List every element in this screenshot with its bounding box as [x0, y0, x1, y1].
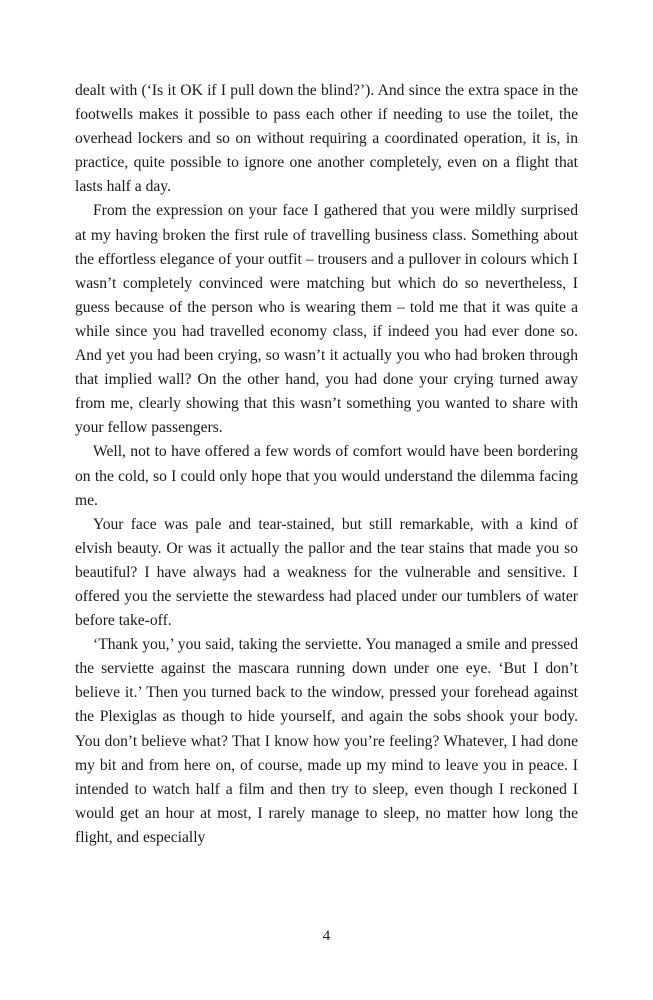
paragraph-5: ‘Thank you,’ you said, taking the serviette. You managed a smile and pressed the serviette against the mascara running down under one eye. ‘But I don’t believe it.’ Then you turned back to the window, pressed your forehead against the Plexiglas as though to hide yourself, and again the sobs shook your body. You don’t believe what? That I know how you’re feeling? Whatever, I had done my bit and from here on, of course, made up my mind to leave you in peace. I intended to watch half a film and then try to sleep, even though I reckoned I would get an hour at most, I rarely manage to sleep, no matter how long the flight, and especially	[75, 636, 578, 846]
body-text	[75, 79, 578, 850]
paragraph-3: Well, not to have offered a few words of comfort would have been bordering on the cold, so I could only hope that you would understand the dilemma facing me.	[75, 443, 578, 509]
paragraph-2: From the expression on your face I gathered that you were mildly surprised at my having broken the first rule of travelling business class. Something about the effortless elegance of your outfit – trousers and a pullover in colours which I wasn’t completely convinced were matching but which do so nevertheless, I guess because of the person who is wearing them – told me that it was quite a while since you had travelled economy class, if indeed you had ever done so. And yet you had been crying, so wasn’t it actually you who had broken through that implied wall? On the other hand, you had done your crying turned away from me, clearly showing that this wasn’t something you wanted to share with your fellow passengers.	[75, 202, 578, 437]
paragraph-1: dealt with (‘Is it OK if I pull down the blind?’). And since the extra space in the footwells makes it possible to pass each other if needing to use the toilet, the overhead lockers and so on without requiring a coordinated operation, it is, in practice, quite possible to ignore one another completely, even on a flight that lasts half a day.	[75, 82, 578, 196]
page-number: 4	[322, 928, 331, 944]
paragraph-4: Your face was pale and tear-stained, but still remarkable, with a kind of elvish beauty. Or was it actually the pallor and the tear stains that made you so beautiful? I have always had a weakness for the vulnerable and sensitive. I offered you the serviette the stewardess had placed under our tumblers of water before take-off.	[75, 515, 578, 630]
